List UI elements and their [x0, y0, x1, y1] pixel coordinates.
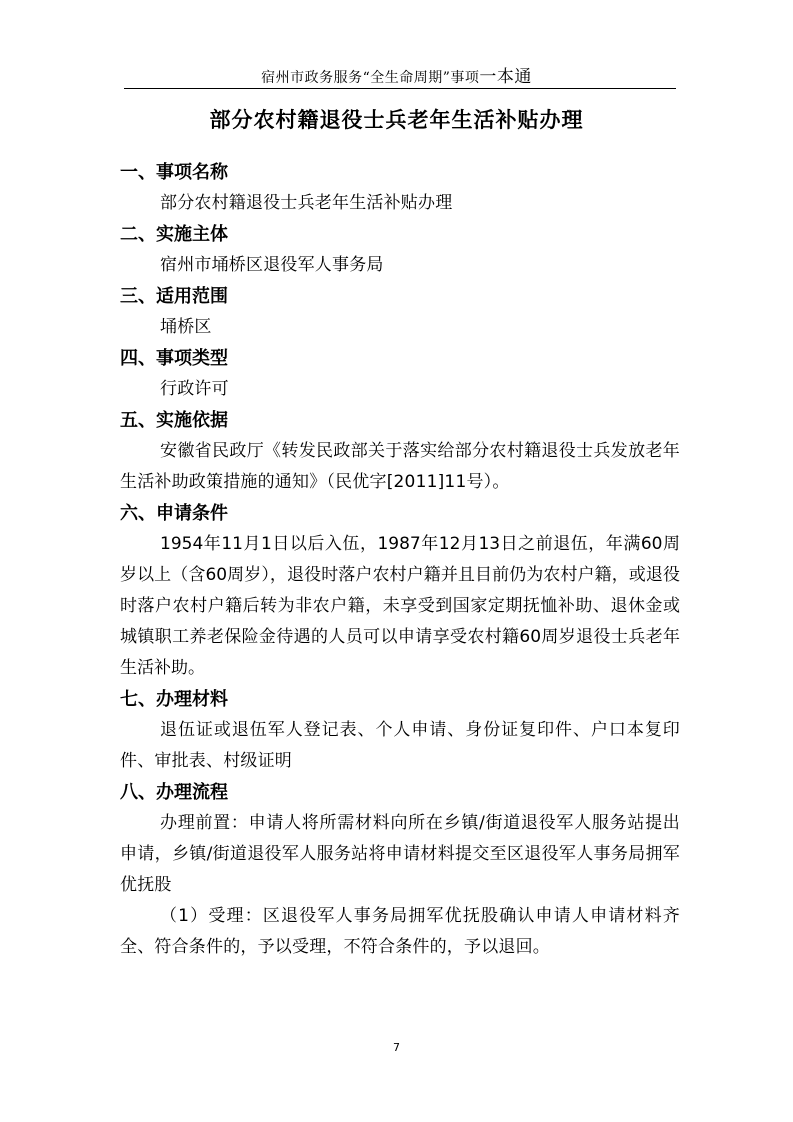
section-paragraph: 部分农村籍退役士兵老年生活补贴办理: [160, 193, 453, 213]
page-number: 7: [393, 1041, 400, 1054]
section-heading: 四、事项类型: [120, 348, 228, 369]
section-paragraph: 行政许可: [160, 379, 229, 399]
section-paragraph: 埇桥区: [160, 317, 212, 337]
header-rule: [124, 88, 676, 89]
section-process: [120, 777, 680, 963]
section-heading: 六、申请条件: [120, 503, 228, 524]
page-title: 部分农村籍退役士兵老年生活补贴办理: [209, 108, 584, 132]
running-header-suffix: 一本通: [479, 67, 532, 87]
section-heading: 五、实施依据: [120, 410, 228, 431]
section-scope: [120, 281, 680, 343]
section-legal-basis: [120, 405, 680, 498]
section-materials: [120, 684, 680, 777]
section-heading: 一、事项名称: [120, 162, 228, 183]
running-header: [0, 62, 793, 87]
document-body: [120, 157, 680, 963]
section-paragraph: 退伍证或退伍军人登记表、个人申请、身份证复印件、户口本复印件、审批表、村级证明: [120, 720, 680, 771]
section-heading: 三、适用范围: [120, 286, 228, 307]
section-paragraph: （1）受理：区退役军人事务局拥军优抚股确认申请人申请材料齐全、符合条件的，予以受理，不符合条件的，予以退回。: [120, 906, 680, 957]
section-paragraph: 1954年11月1日以后入伍，1987年12月13日之前退伍，年满60周岁以上（含60周岁），退役时落户农村户籍并且目前仍为农村户籍，或退役时落户农村户籍后转为非农户籍，未享受到国家定期抚恤补助、退休金或城镇职工养老保险金待遇的人员可以申请享受农村籍60周岁退役士兵老年生活补助。: [120, 534, 680, 678]
section-paragraph: 安徽省民政厅《转发民政部关于落实给部分农村籍退役士兵发放老年生活补助政策措施的通知》（民优字[2011]11号）。: [120, 441, 680, 492]
section-item-name: [120, 157, 680, 219]
section-conditions: [120, 498, 680, 684]
section-heading: 二、实施主体: [120, 224, 228, 245]
section-heading: 八、办理流程: [120, 782, 228, 803]
section-implementing-body: [120, 219, 680, 281]
section-paragraph: 办理前置：申请人将所需材料向所在乡镇/街道退役军人服务站提出申请，乡镇/街道退役军人服务站将申请材料提交至区退役军人事务局拥军优抚股: [120, 813, 680, 895]
section-item-type: [120, 343, 680, 405]
section-heading: 七、办理材料: [120, 689, 228, 710]
section-paragraph: 宿州市埇桥区退役军人事务局: [160, 255, 384, 275]
running-header-prefix: 宿州市政务服务“全生命周期”事项: [261, 70, 480, 86]
